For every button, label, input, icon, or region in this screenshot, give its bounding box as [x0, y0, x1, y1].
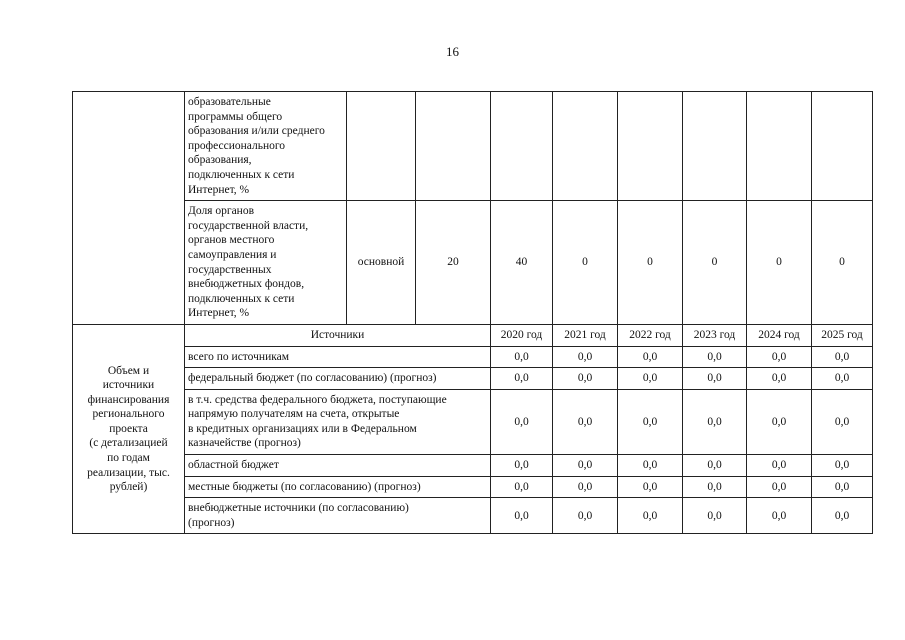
funding-value: 0,0	[491, 455, 553, 477]
funding-value: 0,0	[683, 476, 747, 498]
funding-value: 0,0	[747, 346, 812, 368]
year-header: 2020 год	[491, 324, 553, 346]
funding-row	[73, 389, 873, 454]
funding-value: 0,0	[553, 389, 618, 454]
funding-value: 0,0	[747, 498, 812, 534]
funding-row	[73, 346, 873, 368]
funding-value: 0,0	[491, 346, 553, 368]
funding-value: 0,0	[618, 389, 683, 454]
funding-value: 0,0	[491, 476, 553, 498]
indicator-value	[683, 92, 747, 201]
year-header: 2022 год	[618, 324, 683, 346]
funding-value: 0,0	[491, 368, 553, 390]
indicator-base: 20	[416, 201, 491, 325]
funding-value: 0,0	[812, 389, 873, 454]
indicator-value: 0	[618, 201, 683, 325]
funding-value: 0,0	[747, 455, 812, 477]
funding-value: 0,0	[683, 389, 747, 454]
funding-header-row	[73, 324, 873, 346]
funding-value: 0,0	[618, 368, 683, 390]
year-header: 2025 год	[812, 324, 873, 346]
funding-value: 0,0	[683, 368, 747, 390]
funding-value: 0,0	[553, 476, 618, 498]
funding-value: 0,0	[747, 389, 812, 454]
funding-value: 0,0	[683, 346, 747, 368]
indicator-value	[747, 92, 812, 201]
funding-value: 0,0	[618, 476, 683, 498]
page-number: 16	[446, 44, 459, 59]
indicator-name: Доля органов государственной власти, органов местного самоуправления и государственных внебюджетных фондов, подключенных к сети Интернет, %	[185, 201, 347, 325]
indicator-value: 0	[747, 201, 812, 325]
funding-value: 0,0	[553, 455, 618, 477]
funding-source-name: местные бюджеты (по согласованию) (прогноз)	[185, 476, 491, 498]
indicator-value	[553, 92, 618, 201]
indicator-value	[812, 92, 873, 201]
indicator-row	[73, 92, 873, 201]
funding-value: 0,0	[812, 455, 873, 477]
project-table	[72, 91, 873, 534]
indicator-value: 40	[491, 201, 553, 325]
indicator-value	[618, 92, 683, 201]
funding-value: 0,0	[491, 389, 553, 454]
funding-value: 0,0	[553, 346, 618, 368]
indicator-row	[73, 201, 873, 325]
indicator-type	[347, 92, 416, 201]
funding-value: 0,0	[747, 368, 812, 390]
indicator-value: 0	[683, 201, 747, 325]
year-header: 2021 год	[553, 324, 618, 346]
funding-value: 0,0	[618, 346, 683, 368]
funding-row	[73, 476, 873, 498]
indicator-value: 0	[553, 201, 618, 325]
funding-value: 0,0	[683, 498, 747, 534]
funding-source-name: всего по источникам	[185, 346, 491, 368]
funding-value: 0,0	[683, 455, 747, 477]
funding-value: 0,0	[812, 368, 873, 390]
funding-value: 0,0	[812, 346, 873, 368]
funding-value: 0,0	[812, 498, 873, 534]
indicator-value	[491, 92, 553, 201]
funding-value: 0,0	[618, 455, 683, 477]
funding-source-name: федеральный бюджет (по согласованию) (прогноз)	[185, 368, 491, 390]
year-header: 2023 год	[683, 324, 747, 346]
blank-label-cell	[73, 92, 185, 325]
funding-row	[73, 368, 873, 390]
funding-source-name: областной бюджет	[185, 455, 491, 477]
sources-header: Источники	[185, 324, 491, 346]
year-header: 2024 год	[747, 324, 812, 346]
funding-value: 0,0	[553, 368, 618, 390]
funding-source-name: в т.ч. средства федерального бюджета, поступающие напрямую получателям на счета, открытые в кредитных организациях или в Федеральном казначействе (прогноз)	[185, 389, 491, 454]
funding-value: 0,0	[618, 498, 683, 534]
funding-value: 0,0	[491, 498, 553, 534]
indicator-type: основной	[347, 201, 416, 325]
funding-label: Объем и источники финансирования регионального проекта (с детализацией по годам реализации, тыс. рублей)	[73, 324, 185, 534]
funding-value: 0,0	[812, 476, 873, 498]
indicator-base	[416, 92, 491, 201]
funding-value: 0,0	[747, 476, 812, 498]
funding-source-name: внебюджетные источники (по согласованию) (прогноз)	[185, 498, 491, 534]
indicator-value: 0	[812, 201, 873, 325]
funding-row	[73, 455, 873, 477]
funding-value: 0,0	[553, 498, 618, 534]
funding-row	[73, 498, 873, 534]
indicator-name: образовательные программы общего образования и/или среднего профессионального образования, подключенных к сети Интернет, %	[185, 92, 347, 201]
